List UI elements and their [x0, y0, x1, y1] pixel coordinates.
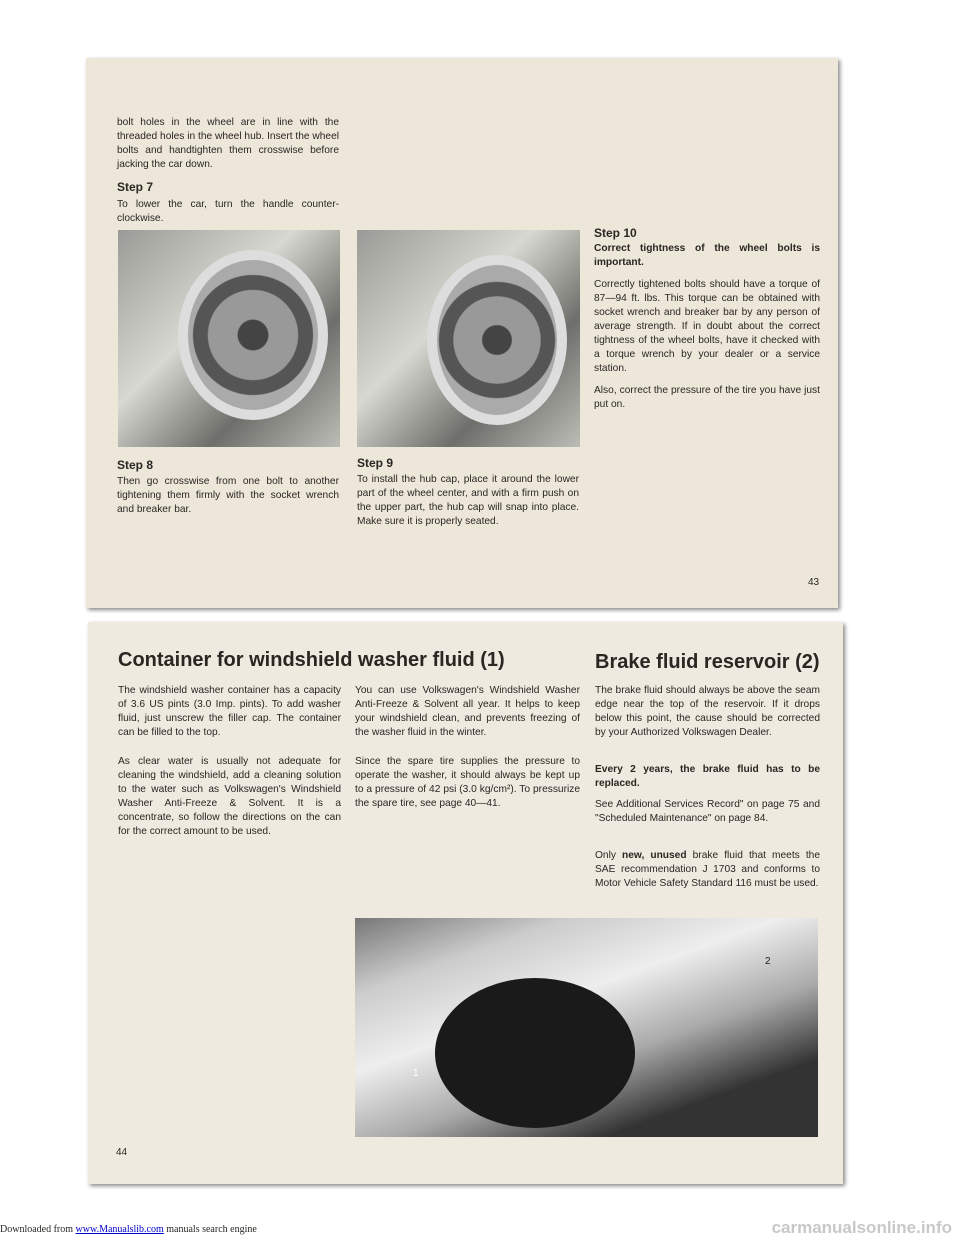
step10-text2: Also, correct the pressure of the tire you have just put on. [594, 385, 820, 410]
footer-suffix: manuals search engine [163, 1224, 257, 1235]
step9-text: To install the hub cap, place it around the lower part of the wheel center, and with a firm push on the upper part, the hub cap will snap into place. Make sure it is properly seated. [357, 474, 579, 527]
download-footer [0, 1224, 257, 1235]
step10-text: Correctly tightened bolts should have a torque of 87—94 ft. lbs. This torque can be obtained with socket wrench and breaker bar by any person of average strength. If in doubt about the correct tightness of the wheel bolts, have it checked with a torque wrench by your dealer or a service station. [594, 279, 820, 374]
step10-bold: Correct tightness of the wheel bolts is important. [594, 243, 820, 268]
intro-text: bolt holes in the wheel are in line with the threaded holes in the wheel hub. Insert the wheel bolts and handtighten them crosswise before jacking the car down. [117, 117, 340, 170]
step9-photo [357, 230, 580, 447]
spare-tire [435, 978, 635, 1128]
step8-heading: Step 8 [117, 458, 154, 472]
manualslib-link[interactable]: www.Manualslib.com [75, 1224, 164, 1235]
brake-p1: The brake fluid should always be above the seam edge near the top of the reservoir. If it drops below this point, the cause should be corrected by your Authorized Volkswagen Dealer. [595, 685, 820, 738]
footer-prefix: Downloaded from [0, 1224, 76, 1235]
step7-text: To lower the car, turn the handle counter-clockwise. [117, 199, 339, 224]
label-2: 2 [765, 956, 771, 967]
brake-p3-bold: new, unused [622, 850, 687, 861]
step8-photo [118, 230, 340, 447]
washer-p3: You can use Volkswagen's Windshield Washer Anti-Freeze & Solvent all year. It helps to keep your windshield clean, and prevents freezing of the washer fluid in the winter. [355, 685, 580, 738]
page-44 [88, 622, 843, 1184]
step9-heading: Step 9 [357, 456, 394, 470]
page-number: 44 [116, 1147, 128, 1158]
brake-p3 [595, 849, 820, 891]
washer-p4: Since the spare tire supplies the pressure to operate the washer, it should always be kept up to a pressure of 42 psi (3.0 kg/cm²). To pressurize the spare tire, see page 40—41. [355, 756, 580, 809]
watermark: carmanualsonline.info [771, 1218, 952, 1237]
brake-p2: See Additional Services Record" on page 75 and "Scheduled Maintenance" on page 84. [595, 799, 820, 824]
washer-title: Container for windshield washer fluid (1) [118, 649, 505, 671]
page-number: 43 [808, 577, 820, 588]
washer-p1: The windshield washer container has a capacity of 3.6 US pints (3.0 Imp. pints). To add washer fluid, just unscrew the filler cap. The container can be filled to the top. [118, 685, 341, 738]
brake-bold: Every 2 years, the brake fluid has to be replaced. [595, 764, 820, 789]
step8-text: Then go crosswise from one bolt to another tightening them firmly with the socket wrench and breaker bar. [117, 476, 339, 515]
label-1: 1 [413, 1068, 419, 1079]
step7-heading: Step 7 [117, 180, 154, 194]
brake-p3-a: Only [595, 850, 623, 861]
brake-p3-c: brake fluid that meets the SAE recommendation J 1703 and conforms to Motor Vehicle Safety Standard 116 must be used. [595, 850, 820, 889]
step10-heading: Step 10 [594, 226, 637, 240]
brake-title: Brake fluid reservoir (2) [595, 651, 820, 673]
page-43 [86, 58, 838, 608]
trunk-photo [355, 918, 818, 1137]
washer-p2: As clear water is usually not adequate for cleaning the windshield, add a cleaning solution to the water such as Volkswagen's Windshield Washer Anti-Freeze & Solvent. It is a concentrate, so follow the directions on the can for the correct amount to be used. [118, 756, 341, 837]
